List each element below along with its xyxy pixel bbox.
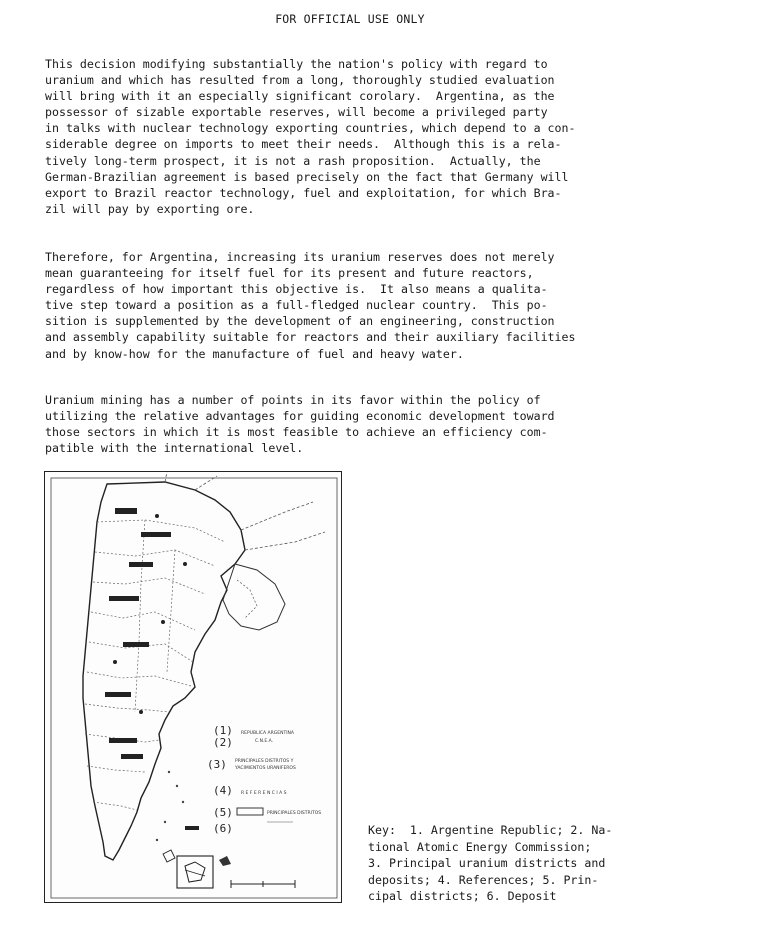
legend-swatch-6 — [185, 826, 199, 830]
map-key-caption: Key: 1. Argentine Republic; 2. Na- tional Atomic Energy Commission; 3. Principal uranium districts and deposits; 4. References; 5. Prin- cipal districts; 6. Deposit — [368, 823, 613, 903]
legend-number-4: (4) — [213, 784, 233, 797]
paragraph-1: This decision modifying substantially the nation's policy with regard to uranium and which has resulted from a long, thoroughly studied evaluation will bring with it an especially significant corolary. Argentina, as the possessor of sizable exportable reserves, will become a privileged party in talks with nuclear technology exporting countries, which depend to a con- siderable degree on imports to meet their needs. Although this is a rela- tively long-term prospect, it is not a rash proposition. Actually, the German-Brazilian agreement is based precisely on the fact that Germany will export to Brazil reactor technology, fuel and exploitation, for which Bra- zil will pay by exporting ore. — [45, 57, 576, 216]
paragraph-3: Uranium mining has a number of points in its favor within the policy of utilizing the relative advantages for guiding economic development toward those sectors in which it is most feasible to achieve an efficiency com- patible with the international level. — [45, 393, 555, 456]
legend-number-3: (3) — [207, 758, 227, 771]
legend-number-6: (6) — [213, 822, 233, 835]
legend-label-4: R E F E R E N C I A S — [241, 791, 287, 796]
provincial-boundaries — [85, 520, 225, 810]
uruguay-region — [223, 564, 285, 630]
map-legend — [185, 724, 321, 835]
legend-swatch-5 — [237, 808, 263, 815]
map-drawing — [45, 472, 343, 904]
legend-label-3b: YACIMIENTOS URANIFEROS — [235, 766, 296, 771]
legend-number-1: (1) — [213, 724, 233, 737]
argentina-outline — [83, 482, 245, 860]
argentina-uranium-map — [44, 471, 342, 903]
legend-label-1: REPUBLICA ARGENTINA — [241, 731, 294, 736]
deposit-markers — [105, 508, 187, 759]
paragraph-2: Therefore, for Argentina, increasing its uranium reserves does not merely mean guaranteeing for itself fuel for its present and future reactors, regardless of how important this objective is. It also means a qualita- tive step toward a position as a full-fledged nuclear country. This po- sition is supplemented by the development of an engineering, construction and assembly capability suitable for reactors and their auxiliary facilities and by know-how for the manufacture of fuel and heavy water. — [45, 250, 576, 361]
classification-header: FOR OFFICIAL USE ONLY — [275, 12, 425, 26]
legend-number-5: (5) — [213, 806, 233, 819]
legend-label-3a: PRINCIPALES DISTRITOS Y — [235, 759, 294, 764]
legend-number-2: (2) — [213, 736, 233, 749]
legend-label-2: C.N.E.A. — [255, 739, 274, 744]
legend-label-5: PRINCIPALES DISTRITOS — [267, 811, 322, 816]
islands-inset-box — [177, 856, 213, 888]
